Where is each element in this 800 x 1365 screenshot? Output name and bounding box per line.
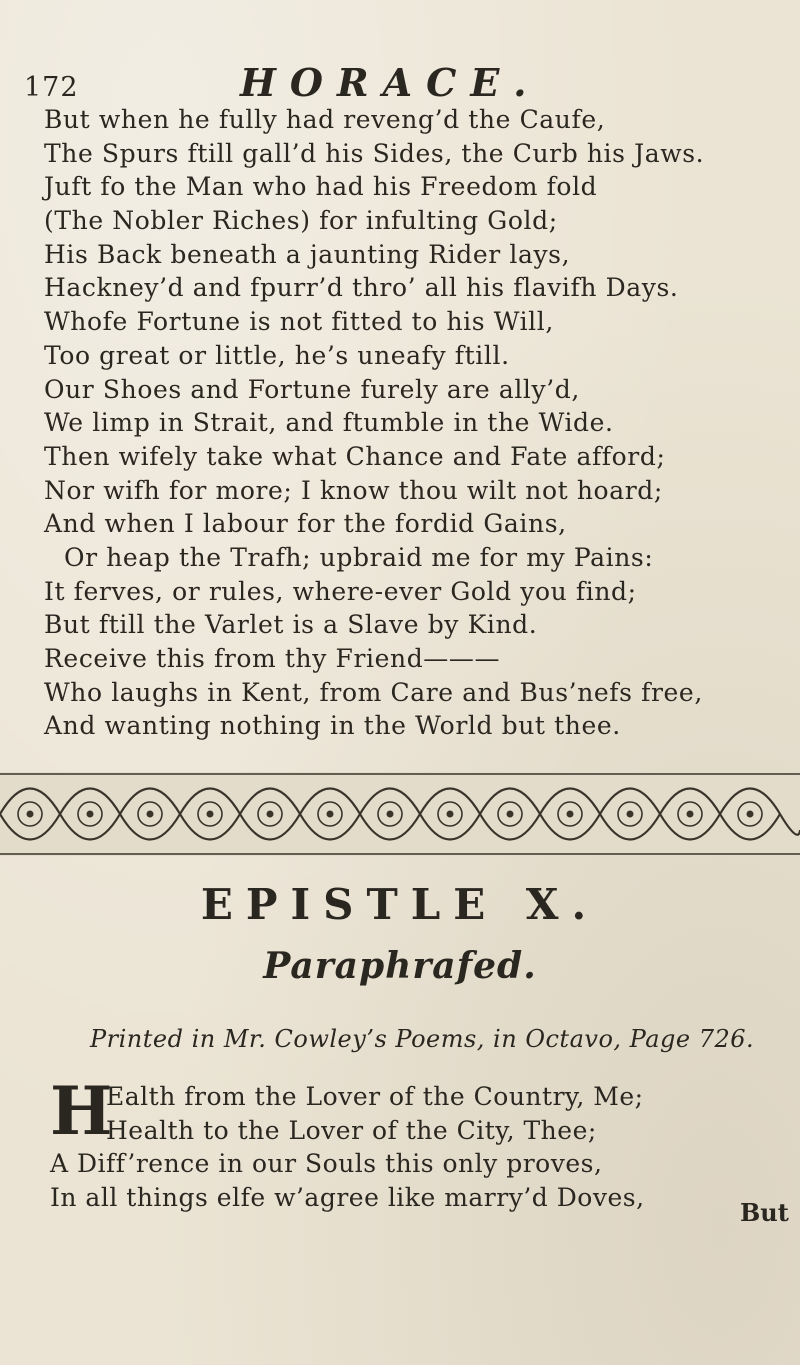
epistle-text (50, 1072, 770, 1214)
source-note: Printed in Mr. Cowley’s Poems, in Octavo, Page 726. (90, 1025, 755, 1053)
epistle-line: A Diff’rence in our Souls this only proves, (50, 1149, 603, 1178)
poem-line: Who laughs in Kent, from Care and Bus’nefs free, (44, 677, 703, 707)
epistle-line: Ealth from the Lover of the Country, Me; (106, 1082, 644, 1111)
poem-line: But when he fully had reveng’d the Caufe, (44, 105, 606, 134)
poem-stanza (44, 103, 764, 743)
poem-line: But ftill the Varlet is a Slave by Kind. (44, 610, 538, 640)
drop-cap: H (50, 1072, 113, 1150)
section-subheading: Paraphrafed. (263, 945, 537, 987)
running-head (0, 60, 800, 106)
epistle-line: In all things elfe w’agree like marry’d Doves, (50, 1182, 645, 1212)
poem-line: (The Nobler Riches) for infulting Gold; (44, 206, 558, 236)
page-number: 172 (24, 72, 79, 103)
poem-line: We limp in Strait, and ftumble in the Wide. (44, 408, 614, 438)
poem-line: Whofe Fortune is not fitted to his Will, (44, 307, 554, 337)
poem-line: Nor wifh for more; I know thou wilt not hoard; (44, 475, 663, 505)
poem-line: The Spurs ftill gall’d his Sides, the Curb his Jaws. (44, 138, 705, 168)
poem-line: Or heap the Trafh; upbraid me for my Pains: (64, 542, 654, 572)
poem-line: Juft fo the Man who had his Freedom fold (44, 172, 598, 202)
poem-line: It ferves, or rules, where-ever Gold you find; (44, 576, 637, 606)
poem-line: Hackney’d and fpurr’d thro’ all his flavifh Days. (44, 273, 679, 303)
poem-line: His Back beneath a jaunting Rider lays, (44, 239, 571, 269)
poem-line: And when I labour for the fordid Gains, (44, 509, 567, 539)
ornament-scroll-icon (0, 770, 800, 858)
poem-line: Receive this from thy Friend——— (44, 644, 501, 673)
epistle-lines (50, 1072, 770, 1214)
poem-line: Our Shoes and Fortune furely are ally’d, (44, 374, 580, 404)
ornamental-band (0, 770, 800, 858)
poem-line: And wanting nothing in the World but thee. (44, 711, 621, 741)
poem-line: Too great or little, he’s uneafy ftill. (44, 340, 510, 370)
epistle-line: Health to the Lover of the City, Thee; (106, 1115, 597, 1145)
section-heading: EPISTLE X. (200, 880, 600, 929)
poem-line: Then wifely take what Chance and Fate afford; (44, 441, 666, 471)
running-title: HORACE. (240, 60, 541, 105)
catchword: But (740, 1198, 789, 1227)
